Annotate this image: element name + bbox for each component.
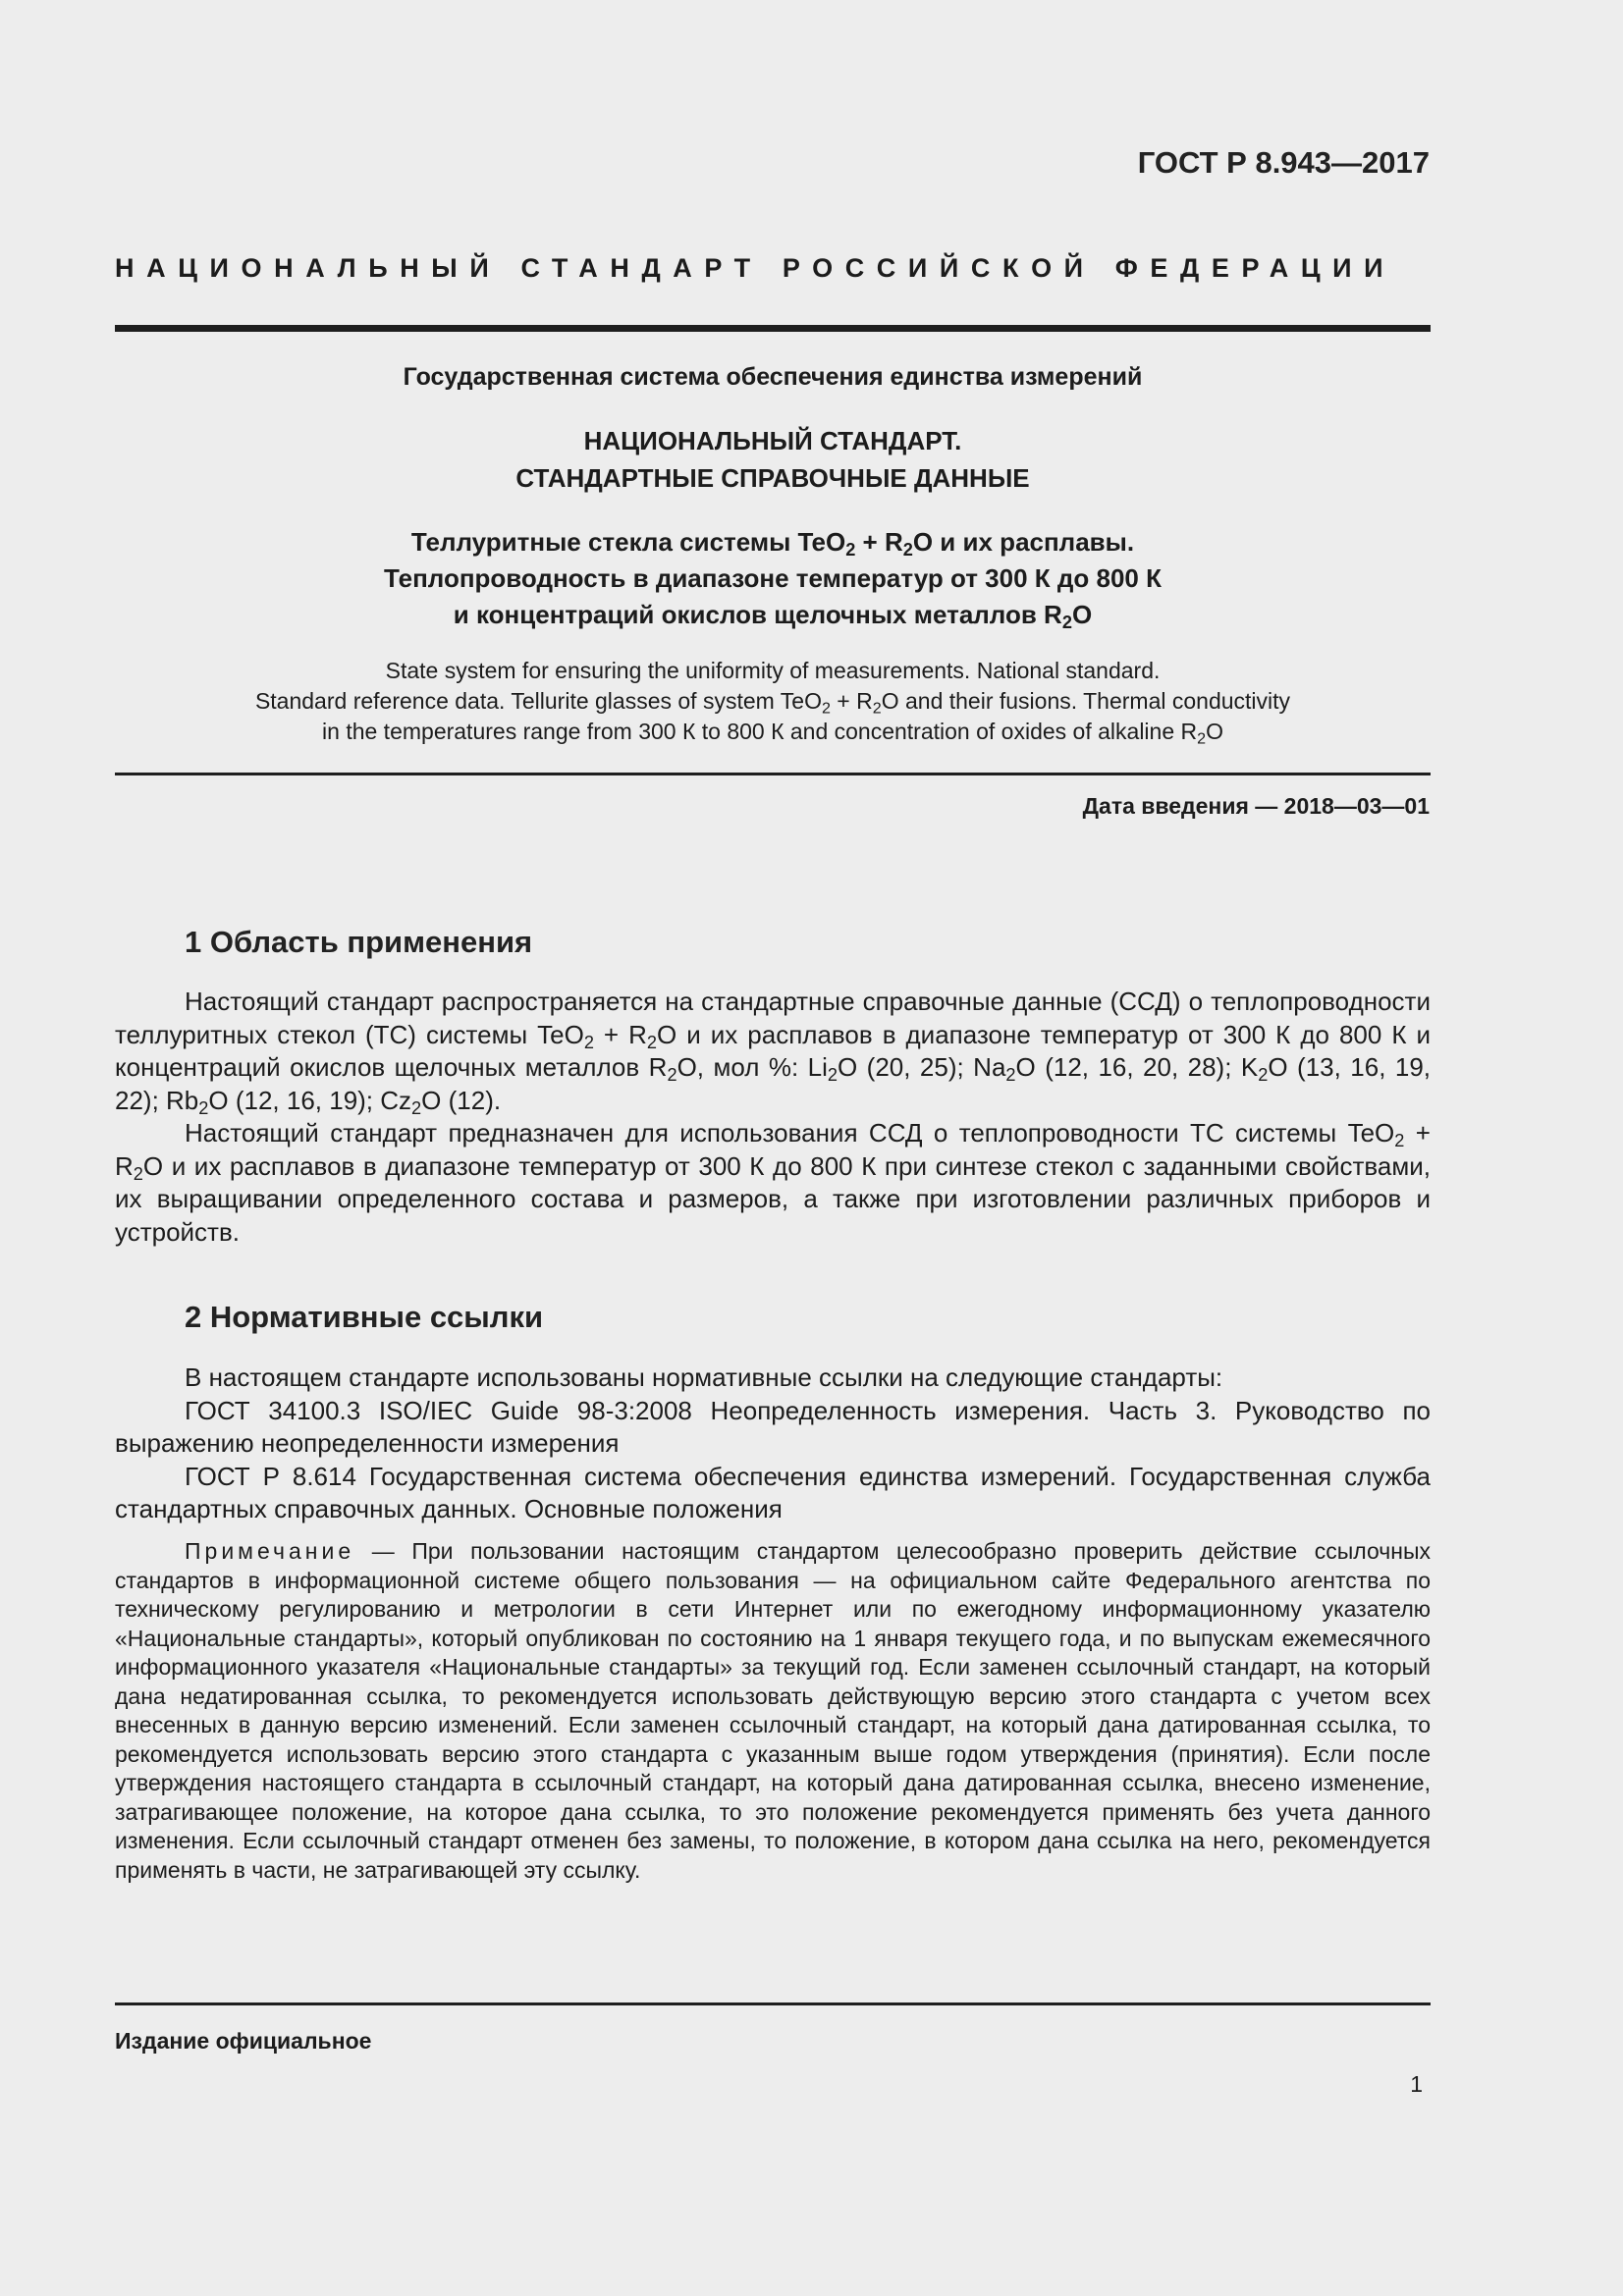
title-line-2: Теплопроводность в диапазоне температур от 300 К до 800 К (384, 563, 1162, 593)
note-block (115, 1537, 1431, 1885)
document-title (115, 524, 1431, 633)
section-2-heading: 2 Нормативные ссылки (185, 1300, 544, 1334)
header-divider (115, 325, 1431, 332)
introduction-date: Дата введения — 2018—03—01 (1082, 793, 1430, 819)
english-title (115, 656, 1431, 747)
section-2-paragraph-1: В настоящем стандарте использованы нормативные ссылки на следующие стандарты: (185, 1362, 1223, 1392)
national-standard-heading (115, 422, 1431, 497)
national-standard-line-2: СТАНДАРТНЫЕ СПРАВОЧНЫЕ ДАННЫЕ (515, 463, 1030, 493)
title-line-3: и концентраций окислов щелочных металлов $R_2O$ (453, 600, 1093, 633)
footer-divider (115, 2002, 1431, 2005)
english-title-line-3: in the temperatures range from 300 К to 800 К and concentration of oxides of alkaline $R_2O$ (322, 719, 1223, 748)
reference-gost-34100-3: ГОСТ 34100.3 ISO/IEC Guide 98-3:2008 Неопределенность измерения. Часть 3. Руководство по выражению неопределенности измерения (115, 1395, 1431, 1458)
document-code: ГОСТ Р 8.943—2017 (1137, 145, 1430, 180)
reference-gost-r-8-614: ГОСТ Р 8.614 Государственная система обеспечения единства измерений. Государственная служба стандартных справочных данных. Основные положения (115, 1461, 1431, 1523)
note-text: — При пользовании настоящим стандартом целесообразно проверить действие ссылочных стандартов в информационной системе общего пользования — на официальном сайте Федерального агентства по техническому регулированию и метрологии в сети Интернет или по ежегодному информационному указателю «Национальные стандарты», который опубликован по состоянию на 1 января текущего года, и по выпускам ежемесячного информационного указателя «Национальные стандарты» за текущий год. Если заменен ссылочный стандарт, на который дана недатированная ссылка, то рекомендуется использовать действующую версию этого стандарта с учетом всех внесенных в данную версию изменений. Если заменен ссылочный стандарт, на который дана датированная ссылка, то рекомендуется использовать версию этого стандарта с указанным выше годом утверждения (принятия). Если после утверждения настоящего стандарта в ссылочный стандарт, на который дана датированная ссылка, внесено изменение, затрагивающее положение, на которое дана ссылка, то это положение рекомендуется применять без учета данного изменения. Если ссылочный стандарт отменен без замены, то положение, в котором дана ссылка на него, рекомендуется применять в части, не затрагивающей эту ссылку. (115, 1538, 1431, 1883)
section-1-paragraph-2: Настоящий стандарт предназначен для использования ССД о теплопроводности ТС системы $TeO_2 + R_2O$ и их расплавов в диапазоне температур от 300 К до 800 К при синтезе стекол с заданными свойствами, их выращивании определенного состава и размеров, а также при изготовлении различных приборов и устройств. (115, 1118, 1431, 1247)
title-line-1: Теллуритные стекла системы $TeO_2 + R_2O$ и их расплавы. (410, 527, 1135, 561)
section-1-body (115, 986, 1431, 1249)
section-1-heading: 1 Область применения (185, 925, 533, 959)
note-label: Примечание (185, 1538, 355, 1564)
english-title-line-1: State system for ensuring the uniformity of measurements. National standard. (385, 658, 1161, 683)
note-paragraph (115, 1537, 1431, 1885)
english-title-line-2: Standard reference data. Tellurite glasses of system $TeO_2 + R_2O$ and their fusions. Thermal conductivity (254, 688, 1291, 718)
section-1-paragraph-1: Настоящий стандарт распространяется на стандартные справочные данные (ССД) о теплопроводности теллуритных стекол (ТС) системы $TeO_2 + R_2O$ и их расплавов в диапазоне температур от 300 К до 800 К и концентраций окислов щелочных металлов $R_2O$, мол %: $Li_2O$ (20, 25); $Na_2O$ (12, 16, 20, 28); $K_2O$ (13, 16, 19, 22); $Rb_2O$ (12, 16, 19); $Cz_2O$ (12). (115, 987, 1432, 1118)
official-edition-label: Издание официальное (115, 2028, 372, 2054)
system-line: Государственная система обеспечения единства измерений (403, 363, 1143, 391)
standard-series-title: НАЦИОНАЛЬНЫЙ СТАНДАРТ РОССИЙСКОЙ ФЕДЕРАЦИИ (115, 253, 1396, 283)
section-2-body (115, 1362, 1431, 1526)
title-divider (115, 773, 1431, 775)
national-standard-line-1: НАЦИОНАЛЬНЫЙ СТАНДАРТ. (583, 426, 962, 455)
page-number: 1 (1410, 2071, 1423, 2097)
